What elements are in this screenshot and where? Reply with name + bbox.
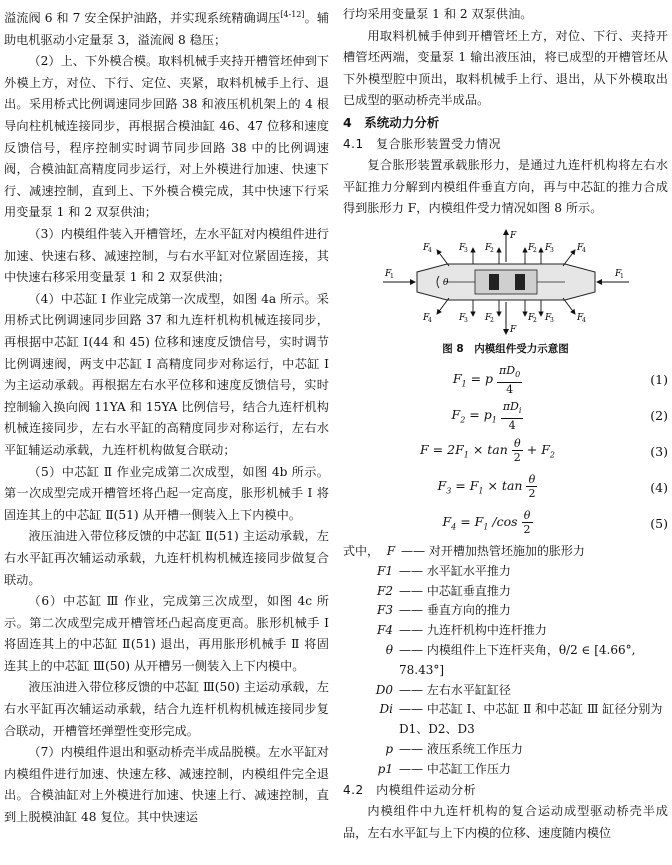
equation-3: $F = 2F_1 \times \tan$ $\frac{\theta}{2}$ + $F_2$ (3) — [420, 437, 668, 465]
paragraph: 液压油进入带位移反馈的中芯缸 Ⅱ(51) 主运动承载，左右水平缸再次辅运动承载，九连杆机构机械连接同步做复合联动。 — [4, 529, 329, 587]
svg-text:2: 2 — [532, 316, 537, 324]
svg-text:4: 4 — [581, 316, 586, 324]
definition-row: p1 —— 中芯缸工作压力 — [377, 761, 511, 776]
definition-row: p —— 液压系统工作压力 — [385, 741, 523, 756]
definition-row: F3 —— 垂直方向的推力 — [377, 603, 511, 618]
equation-1: $F_1 = p$ $\frac{\pi D_0}{4}$ (1) — [452, 364, 668, 396]
svg-text:F: F — [576, 312, 583, 323]
citation: [4-12] — [280, 10, 305, 19]
paragraph: 溢流阀 6 和 7 安全保护油路，并实现系统精确调压[4-12]。辅助电机驱动小定量泵 3，溢流阀 8 稳压； — [4, 10, 330, 47]
paragraph: （6）中芯缸 Ⅲ 作业，完成第三次成型，如图 4c 所示。第二次成型完成开槽管坯凸起高度更高。胀形机械手 Ⅰ 将固连其上的中芯缸 Ⅱ(51) 退出，再用胀形机械手 Ⅱ 将固连其上的中芯缸 Ⅲ(50) 从开槽另一侧装入上下内模中。 — [4, 594, 329, 673]
svg-text:F: F — [458, 312, 465, 323]
svg-text:F: F — [484, 312, 491, 323]
definition-row: D0 —— 左右水平缸缸径 — [375, 682, 511, 697]
section-heading: 4 系统动力分析 — [343, 114, 440, 130]
equation-2: $F_2 = p_1$ $\frac{\pi D_i}{4}$ (2) — [451, 400, 668, 432]
figure-caption: 图 8 内模组件受力示意图 — [442, 342, 569, 355]
svg-text:1: 1 — [389, 272, 394, 280]
svg-text:4: 4 — [427, 316, 432, 324]
paragraph: （2）上、下外模合模。取料机械手夹持开槽管坯伸到下外模上方，对位、下行、定位、夹紧，取料机械手上行、退出。采用桥式比例调速同步回路 38 和液压机机架上的 4 根导向柱机械连接同步，再根据合模油缸 46、47 位移和速度反馈信号，程序控制实时调节同步回路 38 中的比例调速阀，合模油缸高精度同步运行，对上外模进行加速、快速下行、减速控制，直到上、下外模合模完成，其中快速下行采用变量泵 1 和 2 双泵供油； — [4, 54, 329, 220]
svg-text:4: 4 — [581, 246, 586, 254]
force-diagram — [377, 226, 635, 338]
svg-text:2: 2 — [489, 246, 494, 254]
definition-row: θ —— 内模组件上下连杆夹角，θ/2 ∈ [4.66°, 78.43°] — [385, 642, 636, 677]
svg-text:3: 3 — [463, 316, 468, 324]
svg-text:3: 3 — [549, 316, 554, 324]
definition-row: 式中， F —— 对开槽加热管坯施加的胀形力 — [343, 543, 585, 558]
svg-text:F: F — [576, 242, 583, 253]
svg-text:F: F — [527, 312, 534, 323]
svg-text:1: 1 — [619, 272, 624, 280]
definition-row: F2 —— 中芯缸垂直推力 — [377, 583, 511, 598]
right-column — [343, 4, 668, 844]
svg-text:θ: θ — [442, 277, 448, 288]
svg-text:4: 4 — [427, 246, 432, 254]
svg-text:F: F — [509, 230, 516, 241]
svg-text:F: F — [527, 242, 534, 253]
equation-5: $F_4 = F_1$ /cos $\frac{\theta}{2}$ (5) — [442, 509, 668, 537]
paragraph: （4）中芯缸 Ⅰ 作业完成第一次成型，如图 4a 所示。采用桥式比例调速同步回路 37 和九连杆机构机械连接同步，再根据中芯缸 Ⅰ(44 和 45) 位移和速度反馈信号，实时调节比例调速阀，两支中芯缸 Ⅰ 高精度同步对称运行，中芯缸 Ⅰ 为主运动承载。再根据左右水平位移和速度反馈信号，实时控制输入换向阀 11YA 和 15YA 比例信号，结合九连杆机构机械连接同步，左右水平缸的高精度同步对称运行，左右水平缸辅运动承载，九连杆机构做复合联动； — [4, 291, 329, 457]
paragraph: 复合胀形装置承载胀形力，是通过九连杆机构将左右水平缸推力分解到内模组件垂直方向，再与中芯缸的推力合成得到胀形力 F，内模组件受力情况如图 8 所示。 — [343, 158, 668, 216]
svg-text:F: F — [422, 242, 429, 253]
svg-text:F: F — [484, 242, 491, 253]
paragraph: （5）中芯缸 Ⅱ 作业完成第二次成型，如图 4b 所示。第一次成型完成开槽管坯将凸起一定高度，胀形机械手 Ⅰ 将固连其上的中芯缸 Ⅱ(51) 从开槽一侧装入上下内模中。 — [4, 464, 329, 522]
svg-text:F: F — [384, 268, 391, 279]
paragraph: （7）内模组件退出和驱动桥壳半成品脱模。左水平缸对内模组件进行加速、快速左移、减速控制，内模组件完全退出。合模油缸对上外模进行加速、快速上行、减速控制，直到上脱模油缸 48 复位。其中快速运 — [4, 745, 329, 825]
svg-text:3: 3 — [463, 246, 468, 254]
svg-text:F: F — [614, 268, 621, 279]
paragraph: 行均采用变量泵 1 和 2 双泵供油。 — [343, 7, 533, 21]
svg-text:F: F — [458, 242, 465, 253]
svg-text:2: 2 — [489, 316, 494, 324]
svg-text:2: 2 — [532, 246, 537, 254]
subsection-heading: 4.1 复合胀形装置受力情况 — [343, 136, 502, 151]
paragraph: （3）内模组件装入开槽管坯，左水平缸对内模组件进行加速、快速右移、减速控制，与右水平缸对位紧固连接，其中快速右移采用变量泵 1 和 2 双泵供油； — [4, 227, 329, 285]
definition-row: Di —— 中芯缸 Ⅰ、中芯缸 Ⅱ 和中芯缸 Ⅲ 缸径分别为 D1、D2、D3 — [379, 702, 663, 737]
definition-row: F4 —— 九连杆机构中连杆推力 — [377, 623, 547, 638]
svg-text:F: F — [509, 324, 516, 335]
paragraph: 用取料机械手伸到开槽管坯上方，对位、下行、夹持开槽管坯两端，变量泵 1 输出液压油，将已成型的开槽管坯从下外模型腔中顶出，取料机械手上行、退出，从下外模取出已成型的驱动桥壳半成品。 — [343, 28, 668, 108]
left-column — [4, 4, 329, 829]
force-diagram-figure — [377, 226, 635, 338]
svg-text:F: F — [422, 312, 429, 323]
equation-4: $F_3 = F_1 \times \tan$ $\frac{\theta}{2}$ (4) — [437, 473, 668, 501]
paragraph: 液压油进入带位移反馈的中芯缸 Ⅲ(50) 主运动承载，左右水平缸再次辅运动承载，结合九连杆机构机械连接同步复合联动，开槽管坯弹塑性变形完成。 — [4, 680, 329, 738]
definition-row: F1 —— 水平缸水平推力 — [377, 563, 511, 578]
svg-text:F: F — [544, 242, 551, 253]
subsection-heading: 4.2 内模组件运动分析 — [343, 782, 477, 797]
svg-text:3: 3 — [549, 246, 554, 254]
svg-text:F: F — [544, 312, 551, 323]
paragraph: 内模组件中九连杆机构的复合运动成型驱动桥壳半成品，左右水平缸与上下内模的位移、速度随内模位 — [343, 804, 668, 840]
